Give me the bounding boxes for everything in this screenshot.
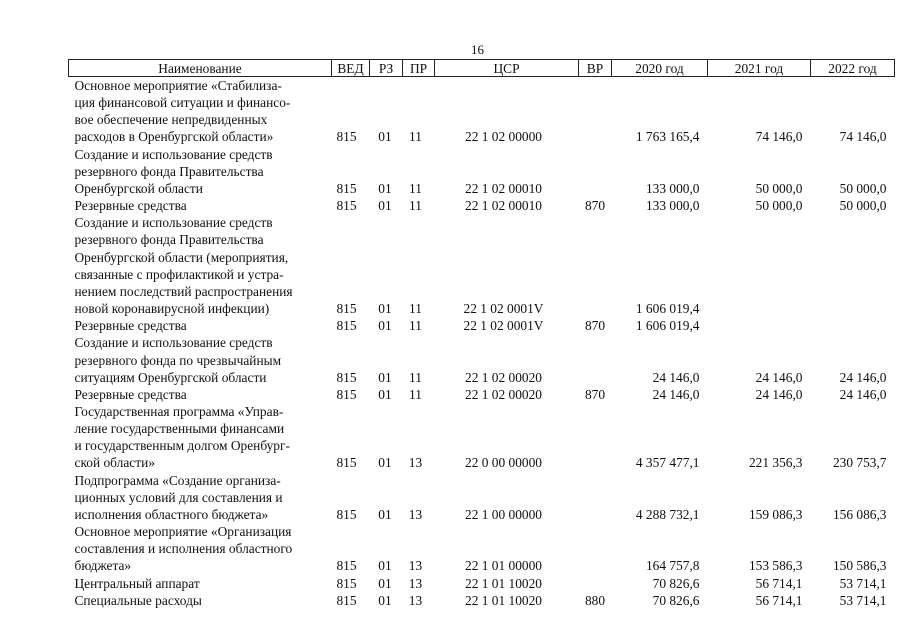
header-ved: ВЕД	[332, 60, 370, 77]
cell-pr: 11	[409, 180, 422, 196]
cell-ved: 815	[336, 129, 357, 145]
cell-2021: 56 714,1	[755, 592, 803, 608]
cell-csr: 22 1 01 10020	[465, 592, 542, 608]
cell-csr: 22 1 02 00020	[465, 369, 542, 385]
cell-ved: 815	[336, 318, 357, 334]
header-vr: ВР	[579, 60, 612, 77]
cell-vr	[579, 472, 612, 523]
cell-2022: 53 714,1	[839, 592, 887, 608]
cell-pr: 13	[408, 592, 423, 608]
header-pr: ПР	[403, 60, 435, 77]
cell-2021: 24 146,0	[755, 369, 803, 385]
cell-pr: 13	[408, 455, 423, 471]
cell-name: Основное мероприятие «Организация составления и исполнения областного бюджета»	[74, 524, 293, 574]
cell-ved: 815	[336, 386, 357, 402]
cell-2020: 133 000,0	[645, 198, 700, 214]
cell-2022: 24 146,0	[839, 369, 887, 385]
cell-rz: 01	[378, 301, 392, 317]
cell-csr: 22 1 02 00020	[465, 386, 542, 402]
cell-2021	[708, 214, 811, 317]
cell-ved: 815	[336, 575, 357, 591]
cell-name: Основное мероприятие «Стабилиза- ция финансовой ситуации и финансо- вое обеспечение непредвиденных расходов в Оренбургской области»	[74, 78, 291, 145]
cell-2020: 24 146,0	[652, 369, 700, 385]
cell-name: Создание и использование средств резервного фонда Правительства Оренбургской области (мероприятия, связанные с профилактикой и устра- нением последствий распространения новой коронавирусной инфекции)	[74, 215, 293, 317]
table-row	[69, 386, 895, 403]
cell-ved: 815	[336, 369, 357, 385]
table-row	[69, 77, 895, 146]
cell-ved: 815	[336, 301, 357, 317]
cell-2022: 150 586,3	[832, 558, 887, 574]
cell-ved: 815	[336, 180, 357, 196]
cell-ved: 815	[336, 506, 357, 522]
cell-rz: 01	[378, 506, 392, 522]
cell-2020: 1 763 165,4	[635, 129, 700, 145]
cell-rz: 01	[378, 198, 392, 214]
cell-name: Государственная программа «Управ- ление государственными финансами и государственным долгом Оренбург- ской области»	[74, 403, 290, 471]
cell-name: Создание и использование средств резервного фонда по чрезвычайным ситуациям Оренбургской области	[74, 335, 282, 385]
header-csr: ЦСР	[435, 60, 579, 77]
cell-rz: 01	[378, 129, 392, 145]
cell-pr: 11	[409, 369, 422, 385]
cell-2020: 70 826,6	[652, 575, 700, 591]
cell-ved: 815	[336, 198, 357, 214]
cell-pr: 11	[409, 301, 422, 317]
cell-ved: 815	[336, 455, 357, 471]
budget-table	[68, 59, 895, 609]
cell-csr: 22 1 02 0001V	[463, 318, 544, 334]
cell-2020: 1 606 019,4	[635, 301, 700, 317]
header-2020: 2020 год	[612, 60, 708, 77]
cell-name: Подпрограмма «Создание организа- ционных условий для составления и исполнения областного бюджета»	[74, 472, 283, 522]
cell-2021: 153 586,3	[748, 558, 803, 574]
cell-2020: 164 757,8	[645, 558, 700, 574]
cell-rz: 01	[378, 369, 392, 385]
cell-csr: 22 1 00 00000	[465, 506, 542, 522]
cell-name: Резервные средства	[74, 198, 187, 214]
table-row	[69, 214, 895, 317]
cell-name: Создание и использование средств резервного фонда Правительства Оренбургской области	[74, 146, 273, 196]
cell-vr	[579, 523, 612, 574]
cell-2021: 50 000,0	[755, 180, 803, 196]
cell-2022: 24 146,0	[839, 386, 887, 402]
cell-vr	[579, 575, 612, 592]
cell-2021: 56 714,1	[755, 575, 803, 591]
cell-ved: 815	[336, 558, 357, 574]
cell-vr: 880	[584, 592, 606, 608]
cell-vr	[579, 403, 612, 472]
cell-2022	[811, 317, 895, 334]
header-name: Наименование	[69, 60, 332, 77]
cell-name: Центральный аппарат	[74, 575, 200, 591]
cell-2022: 74 146,0	[839, 129, 887, 145]
cell-vr: 870	[584, 386, 606, 402]
cell-pr: 11	[409, 198, 422, 214]
cell-csr: 22 1 02 00000	[465, 129, 542, 145]
cell-rz: 01	[378, 318, 392, 334]
page-number: 16	[471, 42, 484, 57]
cell-2022: 50 000,0	[839, 180, 887, 196]
cell-2022: 230 753,7	[832, 455, 887, 471]
header-rz: РЗ	[370, 60, 403, 77]
cell-vr	[579, 77, 612, 146]
table-row	[69, 197, 895, 214]
cell-pr: 13	[408, 575, 423, 591]
cell-name: Специальные расходы	[74, 592, 202, 608]
cell-rz: 01	[378, 180, 392, 196]
cell-2020: 133 000,0	[645, 180, 700, 196]
cell-rz: 01	[378, 592, 392, 608]
cell-2021	[708, 317, 811, 334]
table-row	[69, 472, 895, 523]
cell-pr: 13	[408, 506, 423, 522]
cell-pr: 11	[409, 386, 422, 402]
cell-2020: 4 357 477,1	[635, 455, 700, 471]
cell-2021: 74 146,0	[755, 129, 803, 145]
cell-vr: 870	[584, 318, 606, 334]
cell-2021: 159 086,3	[748, 506, 803, 522]
cell-csr: 22 0 00 00000	[465, 455, 542, 471]
table-row	[69, 575, 895, 592]
header-2021: 2021 год	[708, 60, 811, 77]
cell-rz: 01	[378, 455, 392, 471]
cell-2020: 4 288 732,1	[635, 506, 700, 522]
table-row	[69, 317, 895, 334]
table-row	[69, 334, 895, 385]
cell-vr	[579, 146, 612, 197]
cell-pr: 13	[408, 558, 423, 574]
cell-rz: 01	[378, 558, 392, 574]
cell-pr: 11	[409, 318, 422, 334]
table-header-row	[69, 60, 895, 77]
cell-csr: 22 1 01 10020	[465, 575, 542, 591]
cell-vr	[579, 334, 612, 385]
table-row	[69, 592, 895, 609]
cell-2022: 50 000,0	[839, 198, 887, 214]
table-row	[69, 523, 895, 574]
cell-vr: 870	[584, 198, 606, 214]
cell-2022: 53 714,1	[839, 575, 887, 591]
cell-2020: 70 826,6	[652, 592, 700, 608]
cell-rz: 01	[378, 575, 392, 591]
cell-name: Резервные средства	[74, 386, 187, 402]
cell-name: Резервные средства	[74, 318, 187, 334]
cell-rz: 01	[378, 386, 392, 402]
cell-vr	[579, 214, 612, 317]
cell-pr: 11	[409, 129, 422, 145]
cell-2022: 156 086,3	[832, 506, 887, 522]
cell-2021: 221 356,3	[748, 455, 803, 471]
cell-csr: 22 1 02 0001V	[463, 301, 544, 317]
cell-2021: 24 146,0	[755, 386, 803, 402]
cell-2021: 50 000,0	[755, 198, 803, 214]
cell-csr: 22 1 02 00010	[465, 198, 542, 214]
cell-2022	[811, 214, 895, 317]
cell-csr: 22 1 02 00010	[465, 180, 542, 196]
table-row	[69, 403, 895, 472]
table-row	[69, 146, 895, 197]
cell-ved: 815	[336, 592, 357, 608]
cell-csr: 22 1 01 00000	[465, 558, 542, 574]
cell-2020: 24 146,0	[652, 386, 700, 402]
cell-2020: 1 606 019,4	[635, 318, 700, 334]
header-2022: 2022 год	[811, 60, 895, 77]
